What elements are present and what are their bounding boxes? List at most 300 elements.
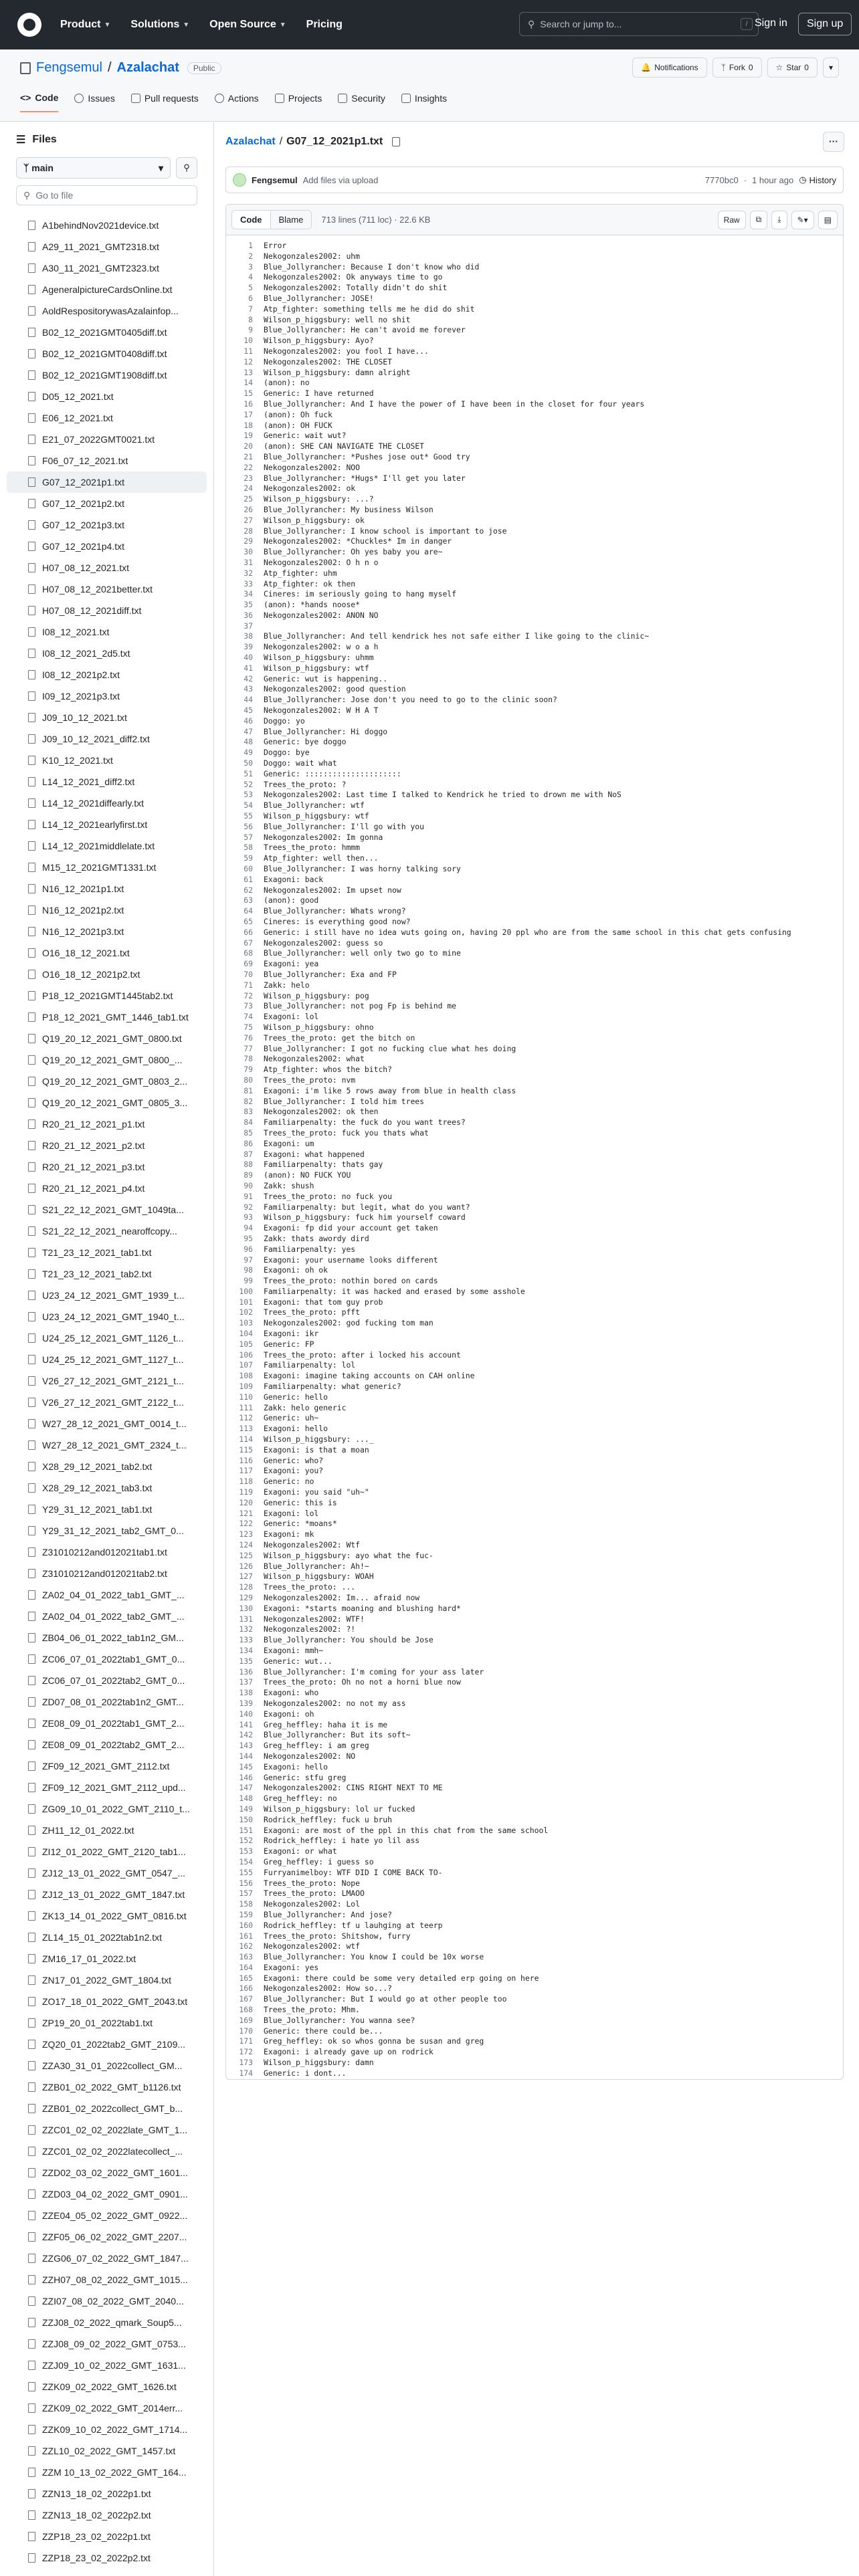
file-tree-item[interactable] [0, 942, 213, 964]
line-number[interactable]: 13 [244, 367, 253, 377]
line-number[interactable]: 56 [244, 821, 253, 831]
line-number[interactable]: 58 [244, 843, 253, 853]
line-number[interactable]: 2 [248, 251, 253, 261]
file-tree-item[interactable] [0, 1927, 213, 1948]
file-tree-item[interactable] [0, 1434, 213, 1456]
line-number[interactable]: 46 [244, 716, 253, 726]
line-number[interactable]: 79 [244, 1065, 253, 1075]
line-number[interactable]: 53 [244, 790, 253, 800]
line-number[interactable]: 76 [244, 1033, 253, 1043]
line-number[interactable]: 164 [239, 1962, 253, 1972]
tab-code[interactable] [20, 92, 58, 112]
history-button[interactable] [799, 175, 836, 185]
line-number[interactable]: 98 [244, 1265, 253, 1275]
file-tree-item[interactable] [0, 1499, 213, 1520]
line-number[interactable]: 161 [239, 1931, 253, 1941]
line-number[interactable]: 10 [244, 336, 253, 346]
line-number[interactable]: 115 [239, 1444, 253, 1455]
file-tree-item[interactable] [0, 2355, 213, 2376]
line-number[interactable]: 131 [239, 1614, 253, 1624]
line-number[interactable]: 119 [239, 1487, 253, 1497]
file-tree-item[interactable] [0, 2205, 213, 2226]
line-number[interactable]: 40 [244, 653, 253, 663]
line-number[interactable]: 23 [244, 473, 253, 483]
file-tree-item[interactable] [0, 1456, 213, 1477]
line-number[interactable]: 112 [239, 1413, 253, 1423]
file-tree-item[interactable] [0, 1648, 213, 1670]
file-tree-item[interactable] [0, 322, 213, 343]
line-number[interactable]: 8 [248, 314, 253, 324]
copy-raw-button[interactable] [750, 211, 768, 229]
file-tree-item[interactable] [0, 2333, 213, 2355]
file-tree-item[interactable] [0, 2076, 213, 2098]
line-number[interactable]: 37 [244, 621, 253, 631]
line-number[interactable]: 170 [239, 2026, 253, 2036]
file-tree-item[interactable] [0, 2547, 213, 2569]
line-number[interactable]: 146 [239, 1772, 253, 1782]
line-number[interactable]: 128 [239, 1582, 253, 1592]
file-tree-item[interactable] [0, 557, 213, 578]
line-number[interactable]: 1 [248, 241, 253, 250]
line-number[interactable]: 7 [248, 304, 253, 314]
line-number[interactable]: 14 [244, 378, 253, 388]
line-number[interactable]: 28 [244, 526, 253, 536]
file-tree-item[interactable] [0, 1606, 213, 1627]
file-tree-item[interactable] [0, 1199, 213, 1220]
line-number[interactable]: 33 [244, 578, 253, 588]
file-tree-item[interactable] [0, 1135, 213, 1156]
raw-button[interactable]: Raw [718, 211, 746, 229]
file-tree-item[interactable] [0, 279, 213, 300]
file-tree-item[interactable] [0, 1306, 213, 1327]
line-number[interactable]: 117 [239, 1466, 253, 1476]
search-input[interactable] [519, 12, 759, 36]
nav-product[interactable] [60, 19, 110, 31]
line-number[interactable]: 147 [239, 1783, 253, 1793]
line-number[interactable]: 75 [244, 1022, 253, 1032]
file-tree-item[interactable] [0, 1006, 213, 1028]
github-logo-icon[interactable] [17, 13, 41, 37]
line-number[interactable]: 16 [244, 399, 253, 409]
line-number[interactable]: 148 [239, 1794, 253, 1804]
line-number[interactable]: 137 [239, 1677, 253, 1687]
file-tree-item[interactable] [0, 771, 213, 792]
line-number[interactable]: 113 [239, 1424, 253, 1434]
line-number[interactable]: 162 [239, 1941, 253, 1951]
file-tree-item[interactable] [0, 450, 213, 471]
line-number[interactable]: 17 [244, 409, 253, 419]
file-tree-item[interactable] [0, 707, 213, 728]
branch-selector[interactable] [16, 157, 171, 179]
line-number[interactable]: 35 [244, 600, 253, 610]
avatar[interactable] [233, 173, 246, 187]
line-number[interactable]: 55 [244, 811, 253, 821]
line-number[interactable]: 19 [244, 431, 253, 441]
symbols-panel-button[interactable] [818, 211, 838, 229]
line-number[interactable]: 54 [244, 800, 253, 811]
file-tree-item[interactable] [0, 2462, 213, 2483]
line-number[interactable]: 70 [244, 969, 253, 979]
line-number[interactable]: 106 [239, 1350, 253, 1360]
line-number[interactable]: 50 [244, 758, 253, 768]
file-tree-item[interactable] [0, 985, 213, 1006]
line-number[interactable]: 89 [244, 1170, 253, 1180]
line-number[interactable]: 47 [244, 726, 253, 736]
file-tree-item[interactable] [0, 685, 213, 707]
line-number[interactable]: 121 [239, 1508, 253, 1518]
line-number[interactable]: 73 [244, 1001, 253, 1011]
file-tree-item[interactable] [0, 1755, 213, 1777]
file-tree-item[interactable] [0, 899, 213, 921]
file-tree-item[interactable] [0, 2504, 213, 2526]
file-tree-item[interactable] [0, 2312, 213, 2333]
line-number[interactable]: 48 [244, 737, 253, 747]
line-number[interactable]: 149 [239, 1804, 253, 1814]
line-number[interactable]: 42 [244, 673, 253, 683]
line-number[interactable]: 11 [244, 346, 253, 356]
file-tree-item[interactable] [0, 2248, 213, 2269]
file-tree-item[interactable] [0, 1713, 213, 1734]
star-dropdown-button[interactable] [823, 58, 839, 78]
line-number[interactable]: 150 [239, 1814, 253, 1824]
line-number[interactable]: 25 [244, 494, 253, 504]
file-tree-item[interactable] [0, 664, 213, 685]
line-number[interactable]: 51 [244, 768, 253, 778]
blame-view-button[interactable]: Blame [271, 211, 312, 229]
file-tree-item[interactable] [0, 857, 213, 878]
line-number[interactable]: 133 [239, 1635, 253, 1645]
line-number[interactable]: 141 [239, 1719, 253, 1729]
line-number[interactable]: 120 [239, 1497, 253, 1507]
file-tree-item[interactable] [0, 300, 213, 322]
file-tree-item[interactable] [0, 2055, 213, 2076]
file-tree-item[interactable] [0, 600, 213, 621]
file-tree-item[interactable] [0, 2034, 213, 2055]
line-number[interactable]: 108 [239, 1371, 253, 1381]
line-number[interactable]: 173 [239, 2058, 253, 2068]
file-tree-item[interactable] [0, 2376, 213, 2397]
file-tree-item[interactable] [0, 2290, 213, 2312]
line-number[interactable]: 92 [244, 1202, 253, 1212]
line-number[interactable]: 159 [239, 1909, 253, 1919]
file-tree-item[interactable] [0, 493, 213, 514]
file-tree-item[interactable] [0, 1220, 213, 1242]
file-tree-item[interactable] [0, 2269, 213, 2290]
line-number[interactable]: 12 [244, 356, 253, 366]
line-number[interactable]: 62 [244, 885, 253, 895]
line-number[interactable]: 24 [244, 484, 253, 494]
line-number[interactable]: 96 [244, 1244, 253, 1254]
file-tree-item[interactable] [0, 1584, 213, 1606]
line-number[interactable]: 95 [244, 1233, 253, 1243]
file-tree-item[interactable] [0, 1627, 213, 1648]
file-tree-item[interactable] [0, 1370, 213, 1392]
file-tree-item[interactable] [0, 1520, 213, 1541]
line-number[interactable]: 169 [239, 2015, 253, 2025]
line-number[interactable]: 163 [239, 1952, 253, 1962]
repo-owner-link[interactable]: Fengsemul [36, 60, 102, 75]
nav-open-source[interactable] [209, 19, 286, 31]
file-tree-item[interactable] [0, 621, 213, 643]
line-number[interactable]: 29 [244, 536, 253, 546]
file-tree-item[interactable] [0, 1841, 213, 1862]
line-number[interactable]: 18 [244, 420, 253, 430]
line-number[interactable]: 102 [239, 1307, 253, 1317]
file-tree-item[interactable] [0, 2483, 213, 2504]
line-number[interactable]: 87 [244, 1149, 253, 1159]
line-number[interactable]: 26 [244, 504, 253, 514]
file-tree-item[interactable] [0, 2183, 213, 2205]
file-tree-item[interactable] [0, 578, 213, 600]
line-number[interactable]: 167 [239, 1994, 253, 2004]
file-tree-item[interactable] [0, 2440, 213, 2462]
file-tree-item[interactable] [0, 835, 213, 857]
line-number[interactable]: 174 [239, 2068, 253, 2078]
line-number[interactable]: 99 [244, 1276, 253, 1286]
file-tree-item[interactable] [0, 364, 213, 386]
file-tree-item[interactable] [0, 429, 213, 450]
line-number[interactable]: 31 [244, 557, 253, 567]
file-tree-item[interactable] [0, 1670, 213, 1691]
line-number[interactable]: 30 [244, 547, 253, 557]
line-number[interactable]: 132 [239, 1624, 253, 1634]
line-number[interactable]: 129 [239, 1593, 253, 1602]
file-tree-item[interactable] [0, 2119, 213, 2141]
line-number[interactable]: 84 [244, 1117, 253, 1128]
file-tree-item[interactable] [0, 1734, 213, 1755]
nav-solutions[interactable] [130, 19, 189, 31]
file-tree-item[interactable] [0, 1477, 213, 1499]
fork-button[interactable] [712, 58, 762, 78]
line-number[interactable]: 107 [239, 1360, 253, 1370]
file-tree-item[interactable] [0, 1948, 213, 1969]
file-tree-item[interactable] [0, 1028, 213, 1049]
line-number[interactable]: 171 [239, 2036, 253, 2046]
edit-button[interactable] [791, 211, 814, 229]
line-number[interactable]: 116 [239, 1455, 253, 1465]
commit-author[interactable]: Fengsemul [252, 175, 298, 185]
file-tree-item[interactable] [0, 921, 213, 942]
commit-message[interactable]: Add files via upload [302, 175, 379, 185]
file-tree-item[interactable] [0, 1113, 213, 1135]
file-tree-item[interactable] [0, 1884, 213, 1905]
file-tree-item[interactable] [0, 343, 213, 364]
file-tree-item[interactable] [0, 536, 213, 557]
line-number[interactable]: 110 [239, 1392, 253, 1402]
line-number[interactable]: 158 [239, 1899, 253, 1909]
line-number[interactable]: 166 [239, 1983, 253, 1994]
file-tree-item[interactable] [0, 2098, 213, 2119]
file-tree-item[interactable] [0, 964, 213, 985]
file-tree-item[interactable] [0, 2226, 213, 2248]
line-number[interactable]: 77 [244, 1043, 253, 1053]
file-tree-item[interactable] [0, 407, 213, 429]
line-number[interactable]: 130 [239, 1603, 253, 1613]
file-tree-item[interactable] [0, 1178, 213, 1199]
line-number[interactable]: 52 [244, 779, 253, 789]
file-tree-item[interactable] [0, 236, 213, 257]
file-tree-item[interactable] [0, 728, 213, 750]
line-number[interactable]: 109 [239, 1382, 253, 1392]
line-number[interactable]: 88 [244, 1160, 253, 1170]
file-tree-item[interactable] [0, 2141, 213, 2162]
line-number[interactable]: 157 [239, 1889, 253, 1899]
file-tree-item[interactable] [0, 1413, 213, 1434]
file-tree-item[interactable] [0, 1156, 213, 1178]
line-number[interactable]: 91 [244, 1191, 253, 1201]
line-number[interactable]: 94 [244, 1223, 253, 1233]
line-number[interactable]: 59 [244, 853, 253, 863]
line-number[interactable]: 32 [244, 568, 253, 578]
line-number[interactable]: 165 [239, 1973, 253, 1983]
file-tree-item[interactable] [0, 1905, 213, 1927]
file-tree-item[interactable] [0, 750, 213, 771]
line-number[interactable]: 104 [239, 1329, 253, 1339]
line-number[interactable]: 101 [239, 1297, 253, 1307]
file-tree-item[interactable] [0, 1820, 213, 1841]
tab-security[interactable] [338, 92, 385, 112]
line-number[interactable]: 127 [239, 1572, 253, 1582]
file-tree-item[interactable] [0, 1392, 213, 1413]
file-tree-item[interactable] [0, 814, 213, 835]
line-number[interactable]: 67 [244, 938, 253, 948]
more-options-button[interactable]: ··· [823, 132, 844, 152]
line-number[interactable]: 125 [239, 1550, 253, 1560]
line-number[interactable]: 90 [244, 1180, 253, 1190]
line-number[interactable]: 80 [244, 1075, 253, 1085]
line-number[interactable]: 139 [239, 1698, 253, 1708]
line-number[interactable]: 105 [239, 1339, 253, 1349]
file-tree-item[interactable] [0, 1071, 213, 1092]
file-tree-item[interactable] [7, 471, 207, 493]
line-number[interactable]: 168 [239, 2005, 253, 2015]
file-tree-item[interactable] [0, 2012, 213, 2034]
line-number[interactable]: 126 [239, 1561, 253, 1571]
line-number[interactable]: 122 [239, 1519, 253, 1529]
line-number[interactable]: 138 [239, 1688, 253, 1698]
line-number[interactable]: 93 [244, 1212, 253, 1222]
line-number[interactable]: 41 [244, 663, 253, 673]
line-number[interactable]: 136 [239, 1667, 253, 1677]
sign-up-button[interactable]: Sign up [798, 13, 852, 35]
file-tree-item[interactable] [0, 2397, 213, 2419]
line-number[interactable]: 114 [239, 1434, 253, 1444]
sidebar-toggle-icon[interactable]: ☰ [16, 134, 26, 146]
line-number[interactable]: 3 [248, 261, 253, 272]
line-number[interactable]: 160 [239, 1920, 253, 1930]
line-number[interactable]: 49 [244, 748, 253, 758]
line-number[interactable]: 61 [244, 874, 253, 884]
tab-actions[interactable] [215, 92, 259, 112]
file-tree-item[interactable] [0, 878, 213, 899]
line-number[interactable]: 6 [248, 293, 253, 303]
file-tree-item[interactable] [0, 1242, 213, 1263]
line-number[interactable]: 71 [244, 980, 253, 990]
line-number[interactable]: 64 [244, 906, 253, 916]
line-number[interactable]: 100 [239, 1286, 253, 1296]
file-tree-item[interactable] [0, 1263, 213, 1285]
line-number[interactable]: 4 [248, 272, 253, 282]
file-tree-item[interactable] [0, 1563, 213, 1584]
line-number[interactable]: 82 [244, 1096, 253, 1106]
breadcrumb-repo-link[interactable]: Azalachat [225, 136, 276, 147]
line-number[interactable]: 34 [244, 589, 253, 599]
line-number[interactable]: 78 [244, 1054, 253, 1064]
line-number[interactable]: 142 [239, 1730, 253, 1740]
line-number[interactable]: 124 [239, 1540, 253, 1550]
line-number[interactable]: 134 [239, 1645, 253, 1655]
file-tree-item[interactable] [0, 215, 213, 236]
file-tree-item[interactable] [0, 643, 213, 664]
line-number[interactable]: 154 [239, 1856, 253, 1866]
nav-pricing[interactable] [306, 19, 343, 31]
line-number[interactable]: 140 [239, 1709, 253, 1719]
file-tree-item[interactable] [0, 1991, 213, 2012]
line-number[interactable]: 144 [239, 1751, 253, 1761]
download-button[interactable] [771, 211, 787, 229]
file-tree-item[interactable] [0, 386, 213, 407]
line-number[interactable]: 155 [239, 1867, 253, 1877]
file-tree-item[interactable] [0, 514, 213, 536]
file-tree-item[interactable] [0, 1092, 213, 1113]
file-tree-item[interactable] [0, 2526, 213, 2547]
tab-insights[interactable] [401, 92, 447, 112]
line-number[interactable]: 36 [244, 610, 253, 620]
line-number[interactable]: 65 [244, 917, 253, 926]
file-tree-item[interactable] [0, 1285, 213, 1306]
line-number[interactable]: 118 [239, 1477, 253, 1487]
file-tree-item[interactable] [0, 1798, 213, 1820]
tab-issues[interactable] [74, 92, 114, 112]
line-number[interactable]: 44 [244, 695, 253, 705]
file-tree-item[interactable] [0, 1691, 213, 1713]
line-number[interactable]: 103 [239, 1318, 253, 1328]
line-number[interactable]: 9 [248, 325, 253, 335]
star-button[interactable] [767, 58, 818, 78]
copy-path-icon[interactable] [392, 137, 400, 146]
line-number[interactable]: 172 [239, 2047, 253, 2057]
line-number[interactable]: 22 [244, 462, 253, 472]
file-tree-item[interactable] [0, 1349, 213, 1370]
file-tree-item[interactable] [0, 1862, 213, 1884]
line-number[interactable]: 81 [244, 1085, 253, 1095]
line-number[interactable]: 45 [244, 706, 253, 716]
file-tree-item[interactable] [0, 1049, 213, 1071]
line-number[interactable]: 123 [239, 1529, 253, 1539]
line-number[interactable]: 20 [244, 441, 253, 451]
line-number[interactable]: 43 [244, 684, 253, 694]
line-number[interactable]: 57 [244, 832, 253, 842]
commit-hash[interactable]: 7770bc0 [704, 175, 739, 185]
line-number[interactable]: 15 [244, 389, 253, 399]
line-number[interactable]: 111 [239, 1402, 253, 1412]
line-number[interactable]: 39 [244, 642, 253, 652]
line-number[interactable]: 85 [244, 1128, 253, 1138]
file-tree-item[interactable] [0, 1541, 213, 1563]
line-number[interactable]: 151 [239, 1825, 253, 1835]
line-number[interactable]: 97 [244, 1255, 253, 1265]
line-number[interactable]: 27 [244, 515, 253, 525]
code-view-button[interactable]: Code [232, 211, 271, 229]
tab-projects[interactable] [275, 92, 322, 112]
line-number[interactable]: 69 [244, 959, 253, 969]
line-number[interactable]: 63 [244, 895, 253, 905]
line-number[interactable]: 38 [244, 631, 253, 641]
line-number[interactable]: 74 [244, 1012, 253, 1022]
file-tree-item[interactable] [0, 2419, 213, 2440]
line-number[interactable]: 21 [244, 451, 253, 461]
line-number[interactable]: 72 [244, 990, 253, 1000]
